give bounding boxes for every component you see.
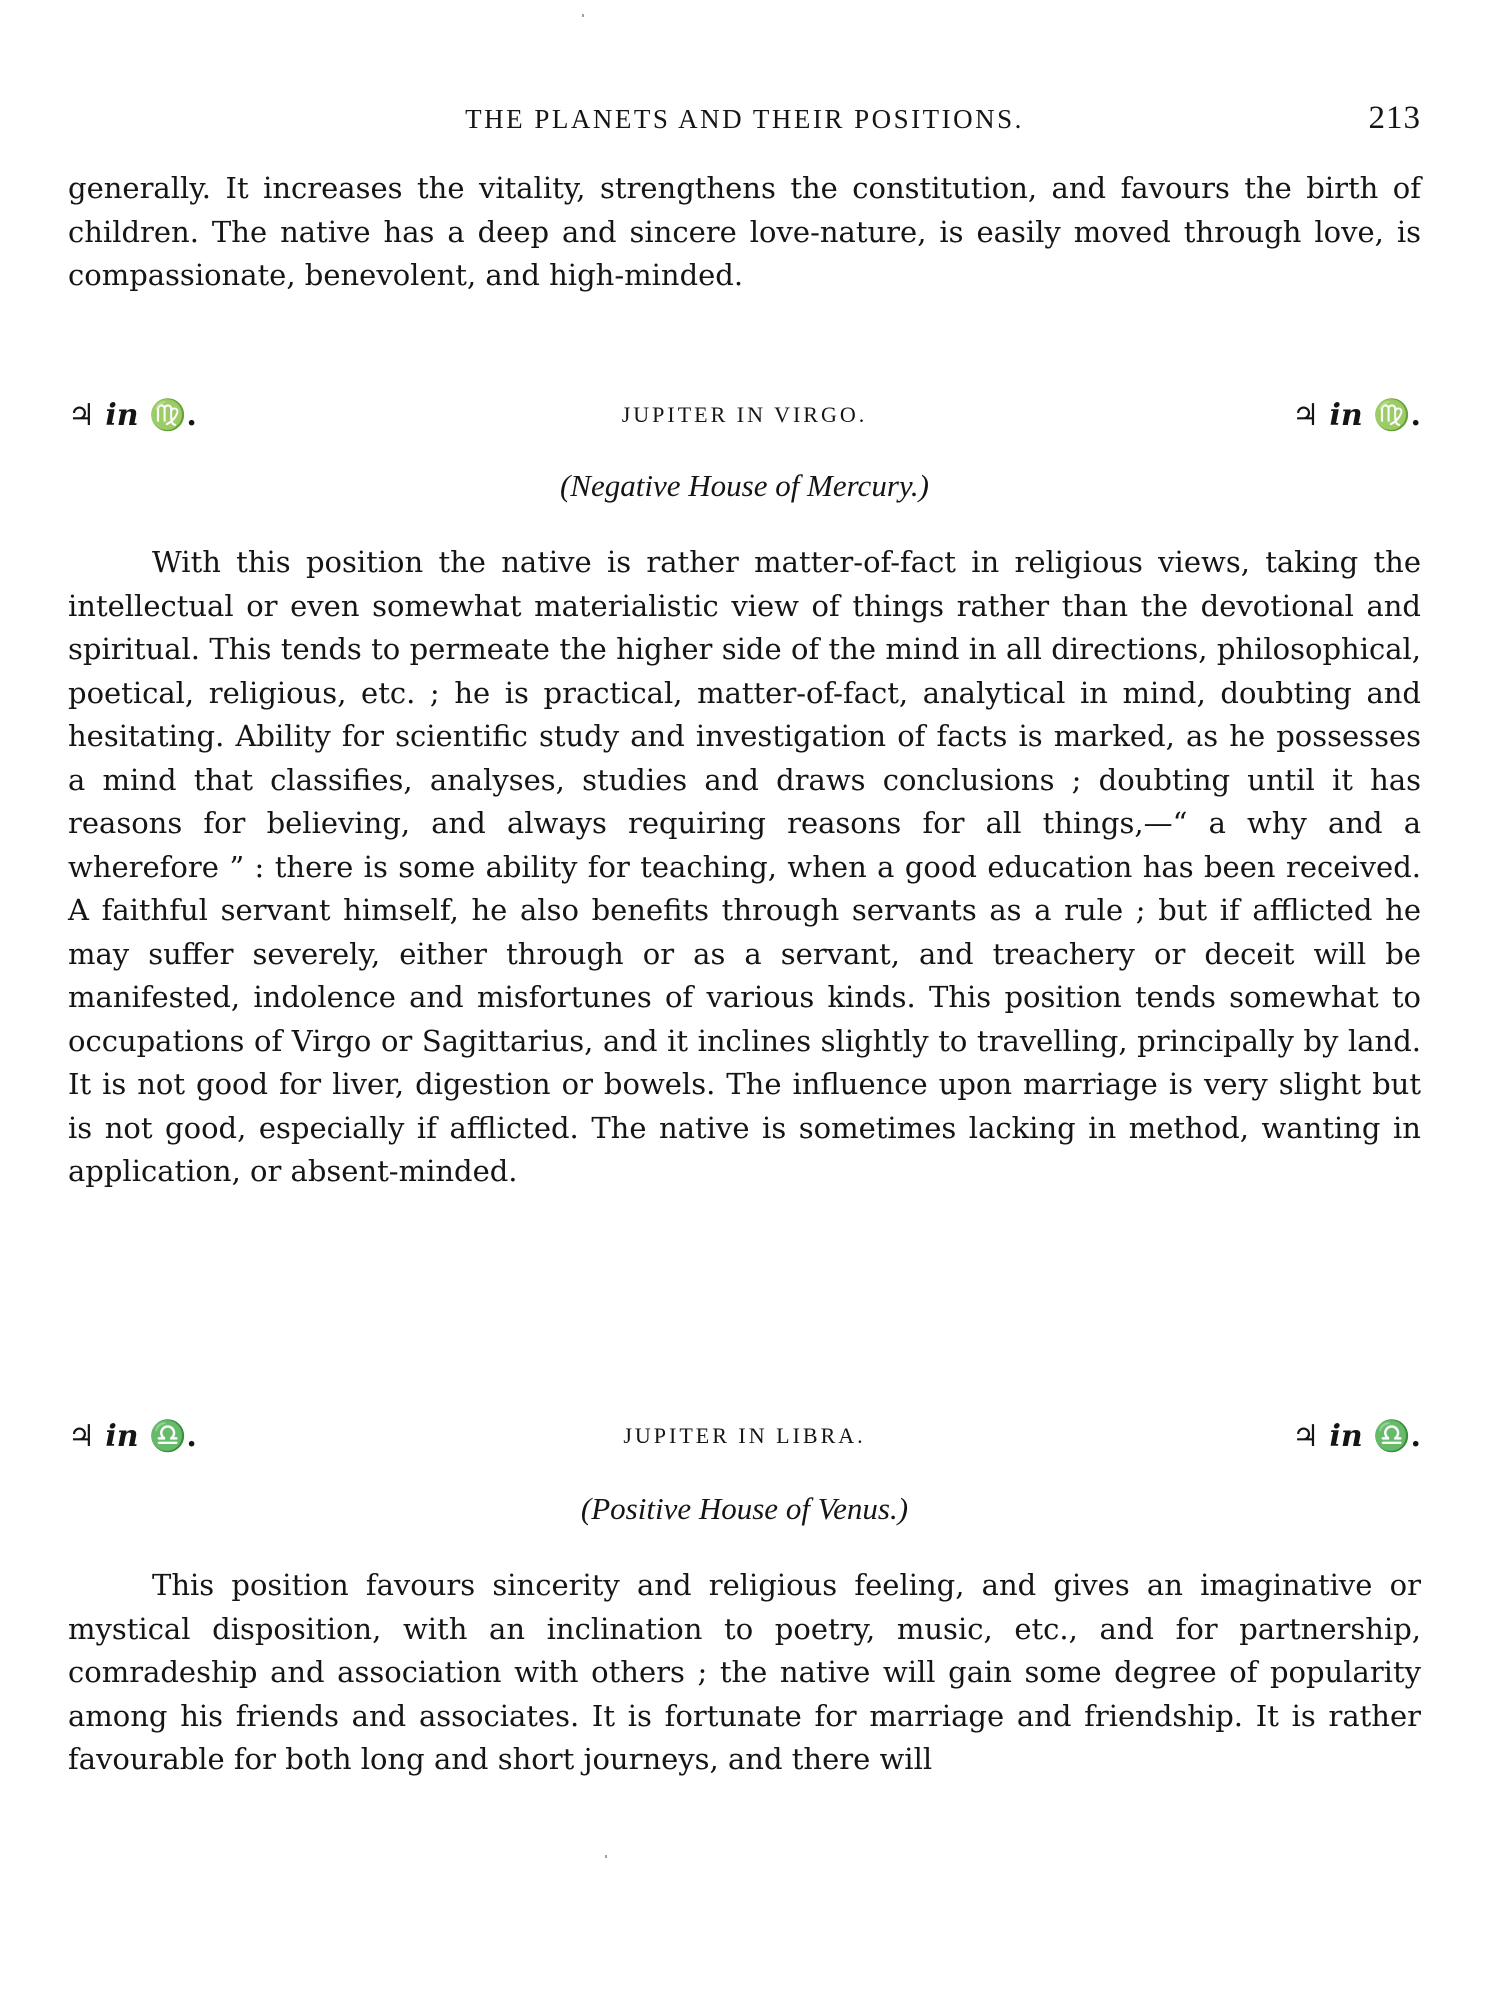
virgo-symbol-icon: ♍. bbox=[149, 398, 197, 433]
paper-speck bbox=[582, 14, 584, 17]
jupiter-symbol-icon: ♃ bbox=[68, 398, 95, 433]
symbol-in-word: in bbox=[1329, 1419, 1363, 1454]
symbol-in-word: in bbox=[1329, 398, 1363, 433]
section-paragraph: With this position the native is rather matter-of-fact in religious views, taking the intellectual or even somewhat materialistic view of things rather than the devotional and spiritual. This tends to permeate the higher side of the mind in all directions, philosophical, poetical, religious, etc. ; he is practical, matter-of-fact, analytical in mind, doubting and hesitating. Ability for scientific study and investigation of facts is marked, as he possesses a mind that classifies, analyses, studies and draws conclusions ; doubting until it has reasons for believing, and always requiring reasons for all things,—“ a why and a wherefore ” : there is some ability for teaching, when a good education has been received. A faithful servant himself, he also benefits through servants as a rule ; but if afflicted he may suffer severely, either through or as a servant, and treachery or deceit will be manifested, indolence and misfortunes of various kinds. This position tends somewhat to occupations of Virgo or Sagittarius, and it inclines slightly to travelling, principally by land. It is not good for liver, digestion or bowels. The influence upon marriage is very slight but is not good, especially if afflicted. The native is sometimes lacking in method, wanting in application, or absent-minded. bbox=[68, 545, 1421, 1188]
running-head bbox=[68, 100, 1421, 144]
section-title: JUPITER IN VIRGO. bbox=[621, 402, 868, 427]
jupiter-symbol-icon: ♃ bbox=[68, 1419, 95, 1454]
virgo-symbol-icon: ♍. bbox=[1373, 398, 1421, 433]
section-subtitle: (Positive House of Venus.) bbox=[580, 1491, 909, 1526]
symbol-in-word: in bbox=[105, 1419, 139, 1454]
libra-symbol-icon: ♎. bbox=[149, 1419, 197, 1454]
section-title: JUPITER IN LIBRA. bbox=[623, 1423, 866, 1448]
section-paragraph: This position favours sincerity and religious feeling, and gives an imaginative or mystical disposition, with an inclination to poetry, music, etc., and for partnership, comradeship and association with others ; the native will gain some degree of popularity among his friends and associates. It is fortunate for marriage and friendship. It is rather favourable for both long and short journeys, and there will bbox=[68, 1568, 1421, 1776]
jupiter-symbol-icon: ♃ bbox=[1292, 1419, 1320, 1454]
astro-symbol-right bbox=[1292, 398, 1421, 433]
libra-symbol-icon: ♎. bbox=[1373, 1419, 1421, 1454]
section-subtitle: (Negative House of Mercury.) bbox=[559, 468, 930, 503]
running-title: THE PLANETS AND THEIR POSITIONS. bbox=[465, 104, 1024, 134]
intro-paragraph: generally. It increases the vitality, strengthens the constitution, and favours the birth of children. The native has a deep and sincere love-nature, is easily moved through love, is compassionate, benevolent, and high-minded. bbox=[68, 171, 1421, 292]
symbol-in-word: in bbox=[105, 398, 139, 433]
section-heading-virgo bbox=[68, 398, 1421, 438]
section-heading-libra bbox=[68, 1419, 1421, 1459]
page-number: 213 bbox=[1368, 100, 1421, 136]
jupiter-symbol-icon: ♃ bbox=[1292, 398, 1320, 433]
astro-symbol-right bbox=[1292, 1419, 1421, 1454]
paper-speck bbox=[605, 1855, 607, 1858]
